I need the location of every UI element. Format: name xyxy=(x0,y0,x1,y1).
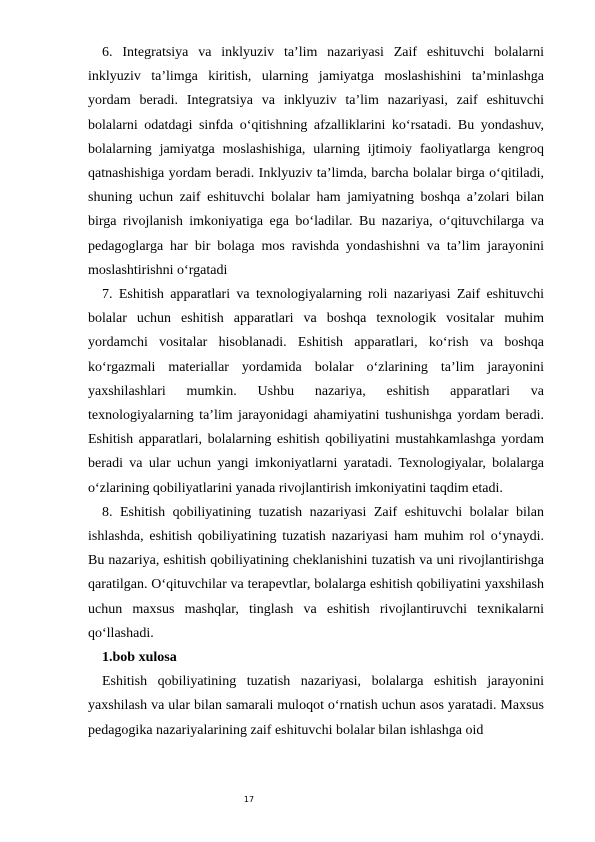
paragraph-hearing-correction-theory: 8. Eshitish qobiliyatining tuzatish nazariyasi Zaif eshituvchi bolalar bilan ishlashda, eshitish qobiliyatining tuzatish nazariyasi ham muhim rol o‘ynaydi. Bu nazariya, eshitish qobiliyatining cheklanishini tuzatish va uni rivojlantirishga qaratilgan. O‘qituvchilar va terapevtlar, bolalarga eshitish qobiliyatini yaxshilash uchun maxsus mashqlar, tinglash va eshitish rivojlantiruvchi texnikalarni qo‘llashadi. xyxy=(88,504,544,641)
paragraph-hearing-aids-theory: 7. Eshitish apparatlari va texnologiyalarning roli nazariyasi Zaif eshituvchi bolalar uchun eshitish apparatlari va boshqa texnologik vositalar muhim yordamchi vositalar hisoblanadi. Eshitish apparatlari, ko‘rish va boshqa ko‘rgazmali materiallar yordamida bolalar o‘zlarining ta’lim jarayonini yaxshilashlari mumkin. Ushbu nazariya, eshitish apparatlari va texnologiyalarning ta’lim jarayonidagi ahamiyatini tushunishga yordam beradi. Eshitish apparatlari, bolalarning eshitish qobiliyatini mustahkamlashga yordam beradi va ular uchun yangi imkoniyatlarni yaratadi. Texnologiyalar, bolalarga o‘zlarining qobiliyatlarini yanada rivojlantirish imkoniyatini taqdim etadi. xyxy=(88,287,544,496)
paragraph-chapter-summary: Eshitish qobiliyatining tuzatish nazariyasi, bolalarga eshitish jarayonini yaxshilash va ular bilan samarali muloqot o‘rnatish uchun asos yaratadi. Maxsus pedagogika nazariyalarining zaif eshituvchi bolalar bilan ishlashga oid xyxy=(88,674,544,738)
page-number: 17 xyxy=(243,795,255,804)
document-body xyxy=(88,41,544,743)
chapter-summary-heading: 1.bob xulosa xyxy=(102,650,177,666)
paragraph-integration-theory: 6. Integratsiya va inklyuziv ta’lim nazariyasi Zaif eshituvchi bolalarni inklyuziv ta’limga kiritish, ularning jamiyatga moslashishini ta’minlashga yordam beradi. Integratsiya va inklyuziv ta’lim nazariyasi, zaif eshituvchi bolalarni odatdagi sinfda o‘qitishning afzalliklarini ko‘rsatadi. Bu yondashuv, bolalarning jamiyatga moslashishiga, ularning ijtimoiy faoliyatlarga kengroq qatnashishiga yordam beradi. Inklyuziv ta’limda, barcha bolalar birga o‘qitiladi, shuning uchun zaif eshituvchi bolalar ham jamiyatning boshqa a’zolari bilan birga rivojlanish imkoniyatiga ega bo‘ladilar. Bu nazariya, o‘qituvchilarga va pedagoglarga har bir bolaga mos ravishda yondashishni va ta’lim jarayonini moslashtirishni o‘rgatadi xyxy=(88,45,544,278)
